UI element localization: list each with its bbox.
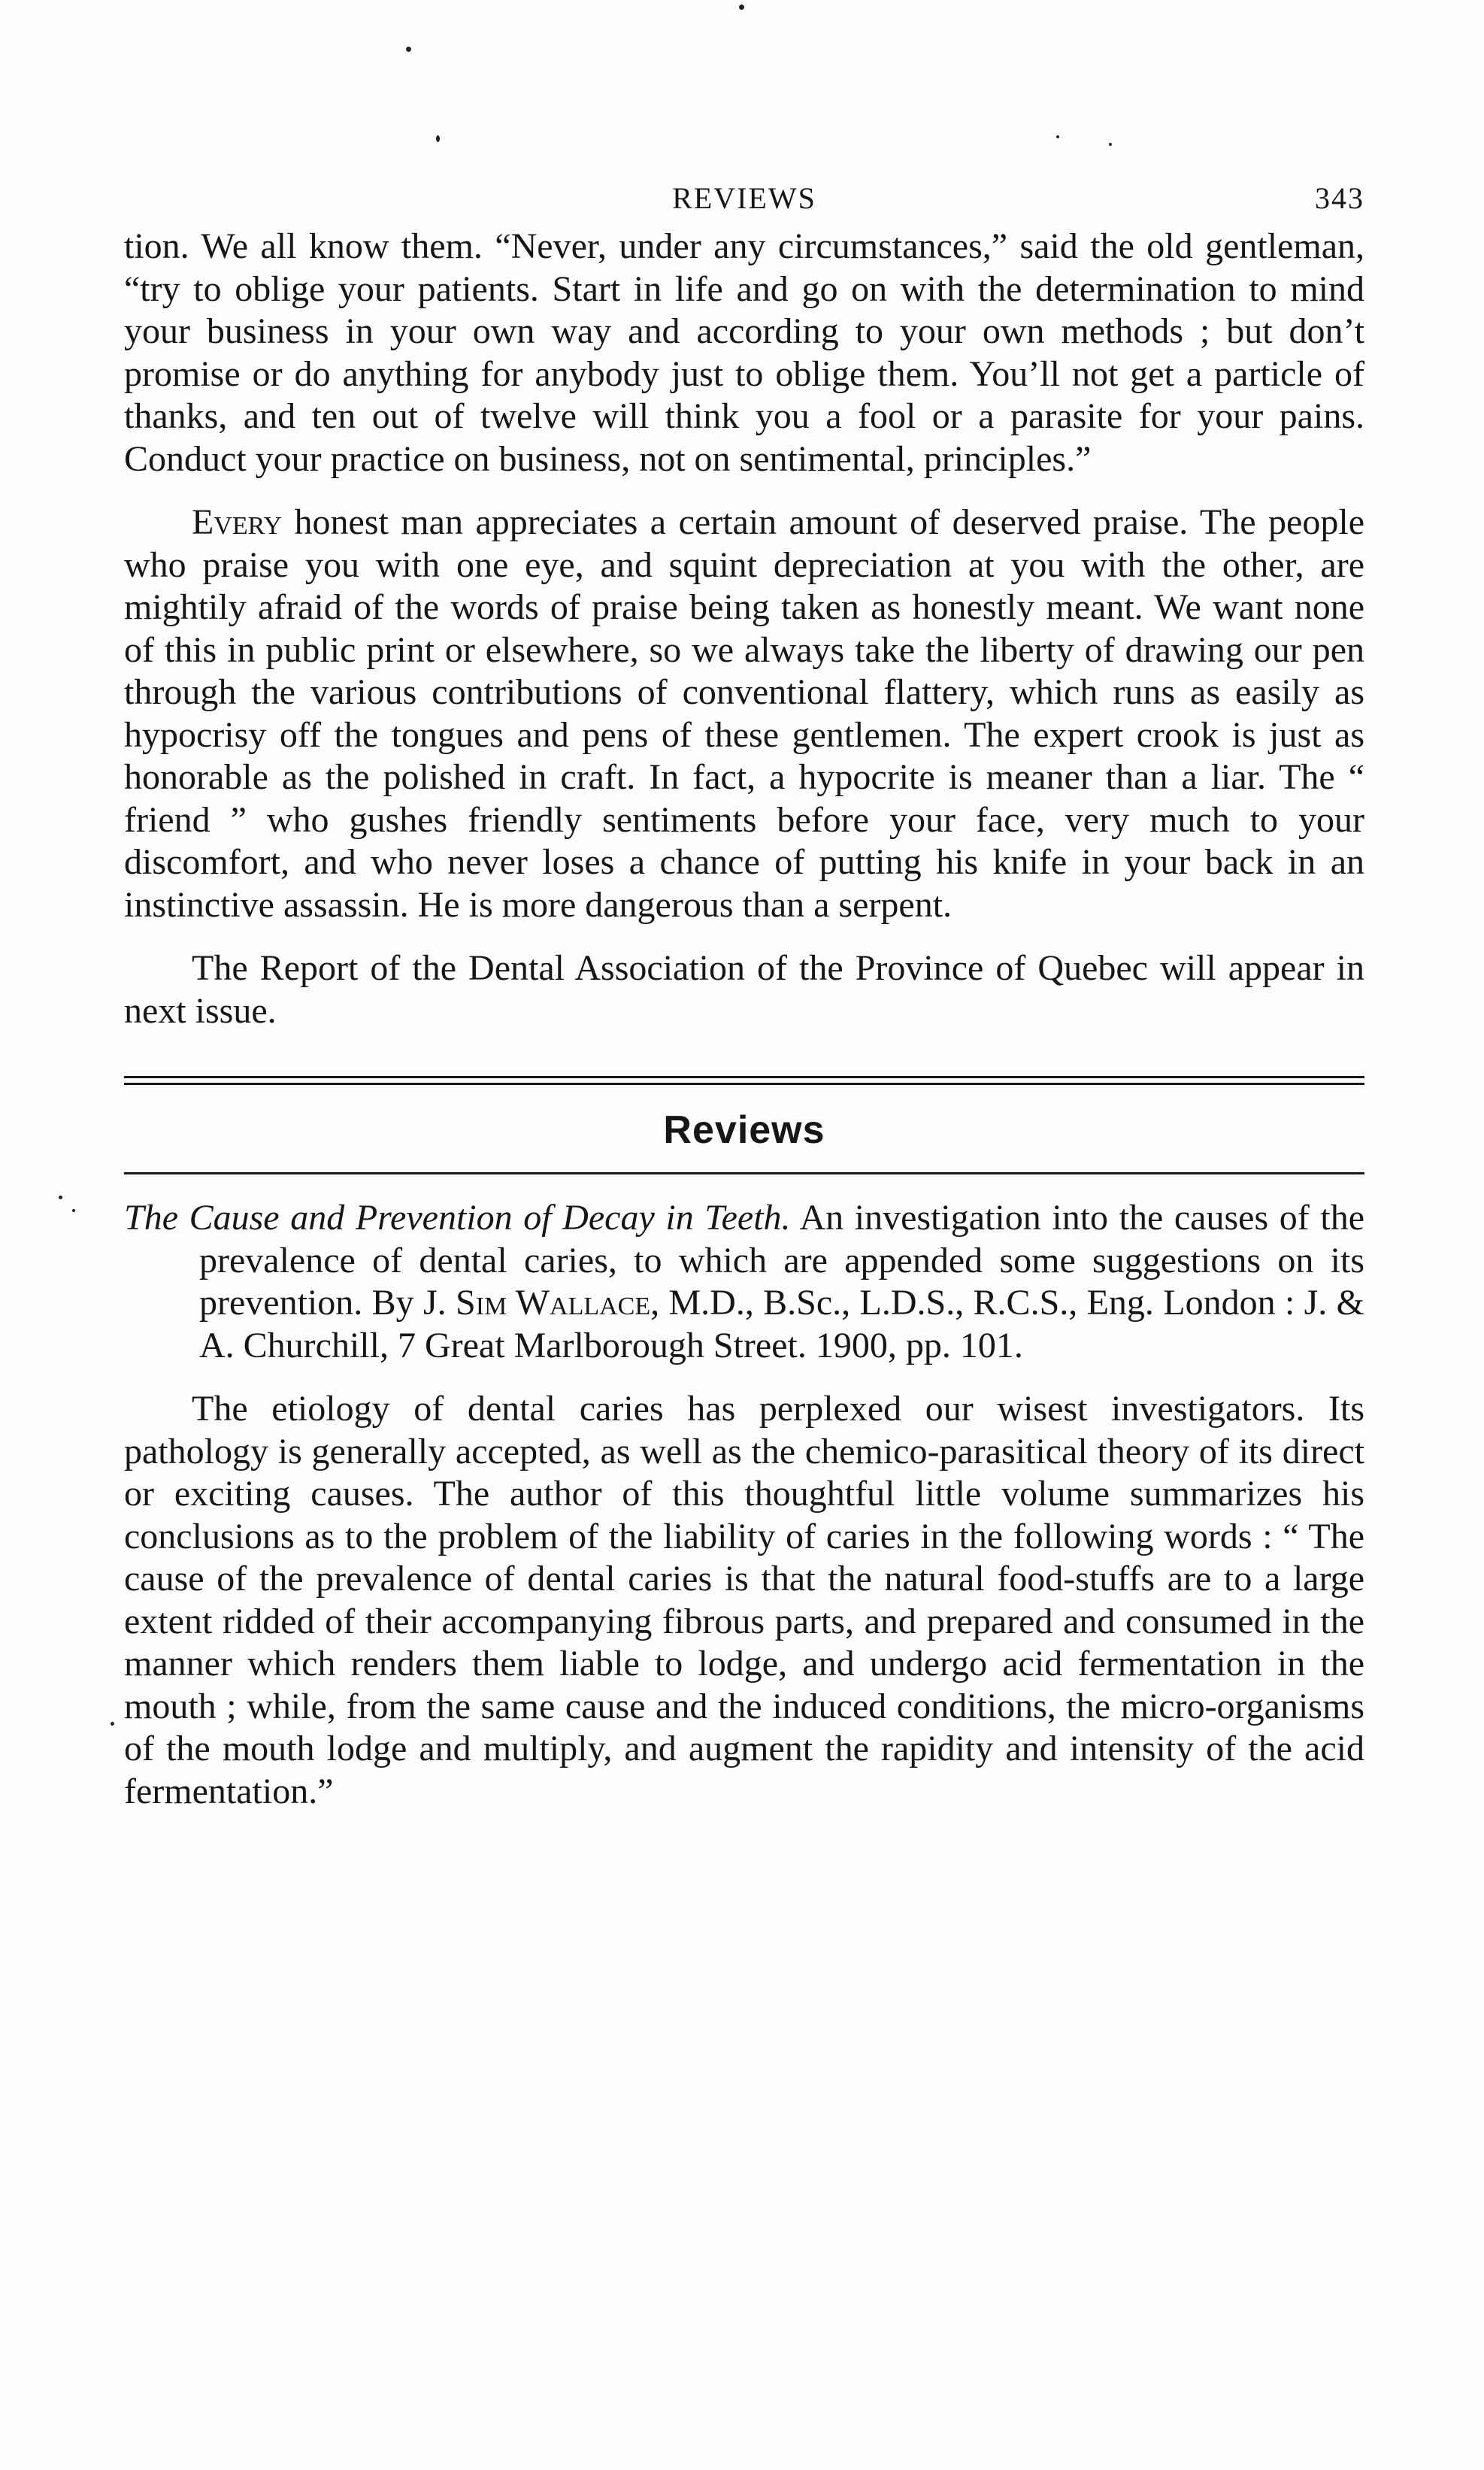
section-heading: Reviews bbox=[663, 1108, 825, 1152]
book-reference bbox=[124, 1197, 1364, 1367]
section-divider bbox=[124, 1076, 1364, 1085]
page-number: 343 bbox=[1315, 181, 1364, 215]
scan-speck bbox=[436, 135, 440, 142]
scan-speck bbox=[1109, 143, 1112, 146]
scan-speck bbox=[59, 1196, 62, 1199]
lead-word: Every bbox=[192, 502, 282, 542]
heading-rule bbox=[124, 1172, 1364, 1174]
scan-speck bbox=[1056, 135, 1059, 138]
editorial-paragraph-2-text: honest man appreciates a certain amount of deserved praise. The people who praise you with one eye, and squint depreciation at you with the other, are mightily afraid of the words of praise being taken as honestly meant. We want none of this in public print or elsewhere, so we always take the liberty of drawing our pen through the various contributions of conventional flattery, which runs as easily as hypocrisy off the tongues and pens of these gentlemen. The expert crook is just as honorable as the polished in craft. In fact, a hypocrite is meaner than a liar. The “ friend ” who gushes friendly sentiments before your face, very much to your discomfort, and who never loses a chance of putting his knife in your back in an instinctive assassin. He is more dangerous than a serpent. bbox=[124, 502, 1364, 925]
scan-speck bbox=[111, 1722, 114, 1726]
scan-speck bbox=[739, 5, 744, 10]
editorial-paragraph-1: tion. We all know them. “Never, under any circumstances,” said the old gentleman, “try to oblige your patients. Start in life and go on with the determination to mind your business in your own way and according to your own methods ; but don’t promise or do anything for anybody just to oblige them. You’ll not get a particle of thanks, and ten out of twelve will think you a fool or a parasite for your pains. Conduct your practice on business, not on sentimental, principles.” bbox=[124, 226, 1364, 479]
review-body: The etiology of dental caries has perplexed our wisest investigators. Its pathology is generally accepted, as well as the chemico-parasitical theory of its direct or exciting causes. The author of this thoughtful little volume summarizes his conclusions as to the problem of the liability of caries in the following words : “ The cause of the prevalence of dental caries is that the natural food-stuffs are to a large extent ridded of their accompanying fibrous parts, and prepared and consumed in the manner which renders them liable to lodge, and undergo acid fermentation in the mouth ; while, from the same cause and the induced conditions, the micro-organisms of the mouth lodge and multiply, and augment the rapidity and intensity of the acid fermentation.” bbox=[124, 1389, 1364, 1811]
book-imprint: , M.D., B.Sc., L.D.S., R.C.S., Eng. London : J. & A. Churchill, 7 Great Marlborough Street. 1900, pp. 101. bbox=[199, 1283, 1364, 1365]
scan-speck bbox=[406, 47, 411, 52]
book-description: An investigation into the causes of the prevalence of dental caries, to which are appended some suggestions on its prevention. By J. bbox=[199, 1198, 1364, 1323]
page bbox=[124, 180, 1364, 1813]
editorial-paragraph-2 bbox=[124, 502, 1364, 926]
running-head-title: REVIEWS bbox=[672, 181, 816, 215]
book-author: Sim Wallace bbox=[456, 1283, 651, 1323]
running-head bbox=[124, 180, 1364, 226]
editorial-paragraph-3: The Report of the Dental Association of the Province of Quebec will appear in next issue. bbox=[124, 948, 1364, 1031]
scan-speck bbox=[72, 1209, 75, 1212]
book-title: The Cause and Prevention of Decay in Teeth. bbox=[124, 1198, 791, 1238]
